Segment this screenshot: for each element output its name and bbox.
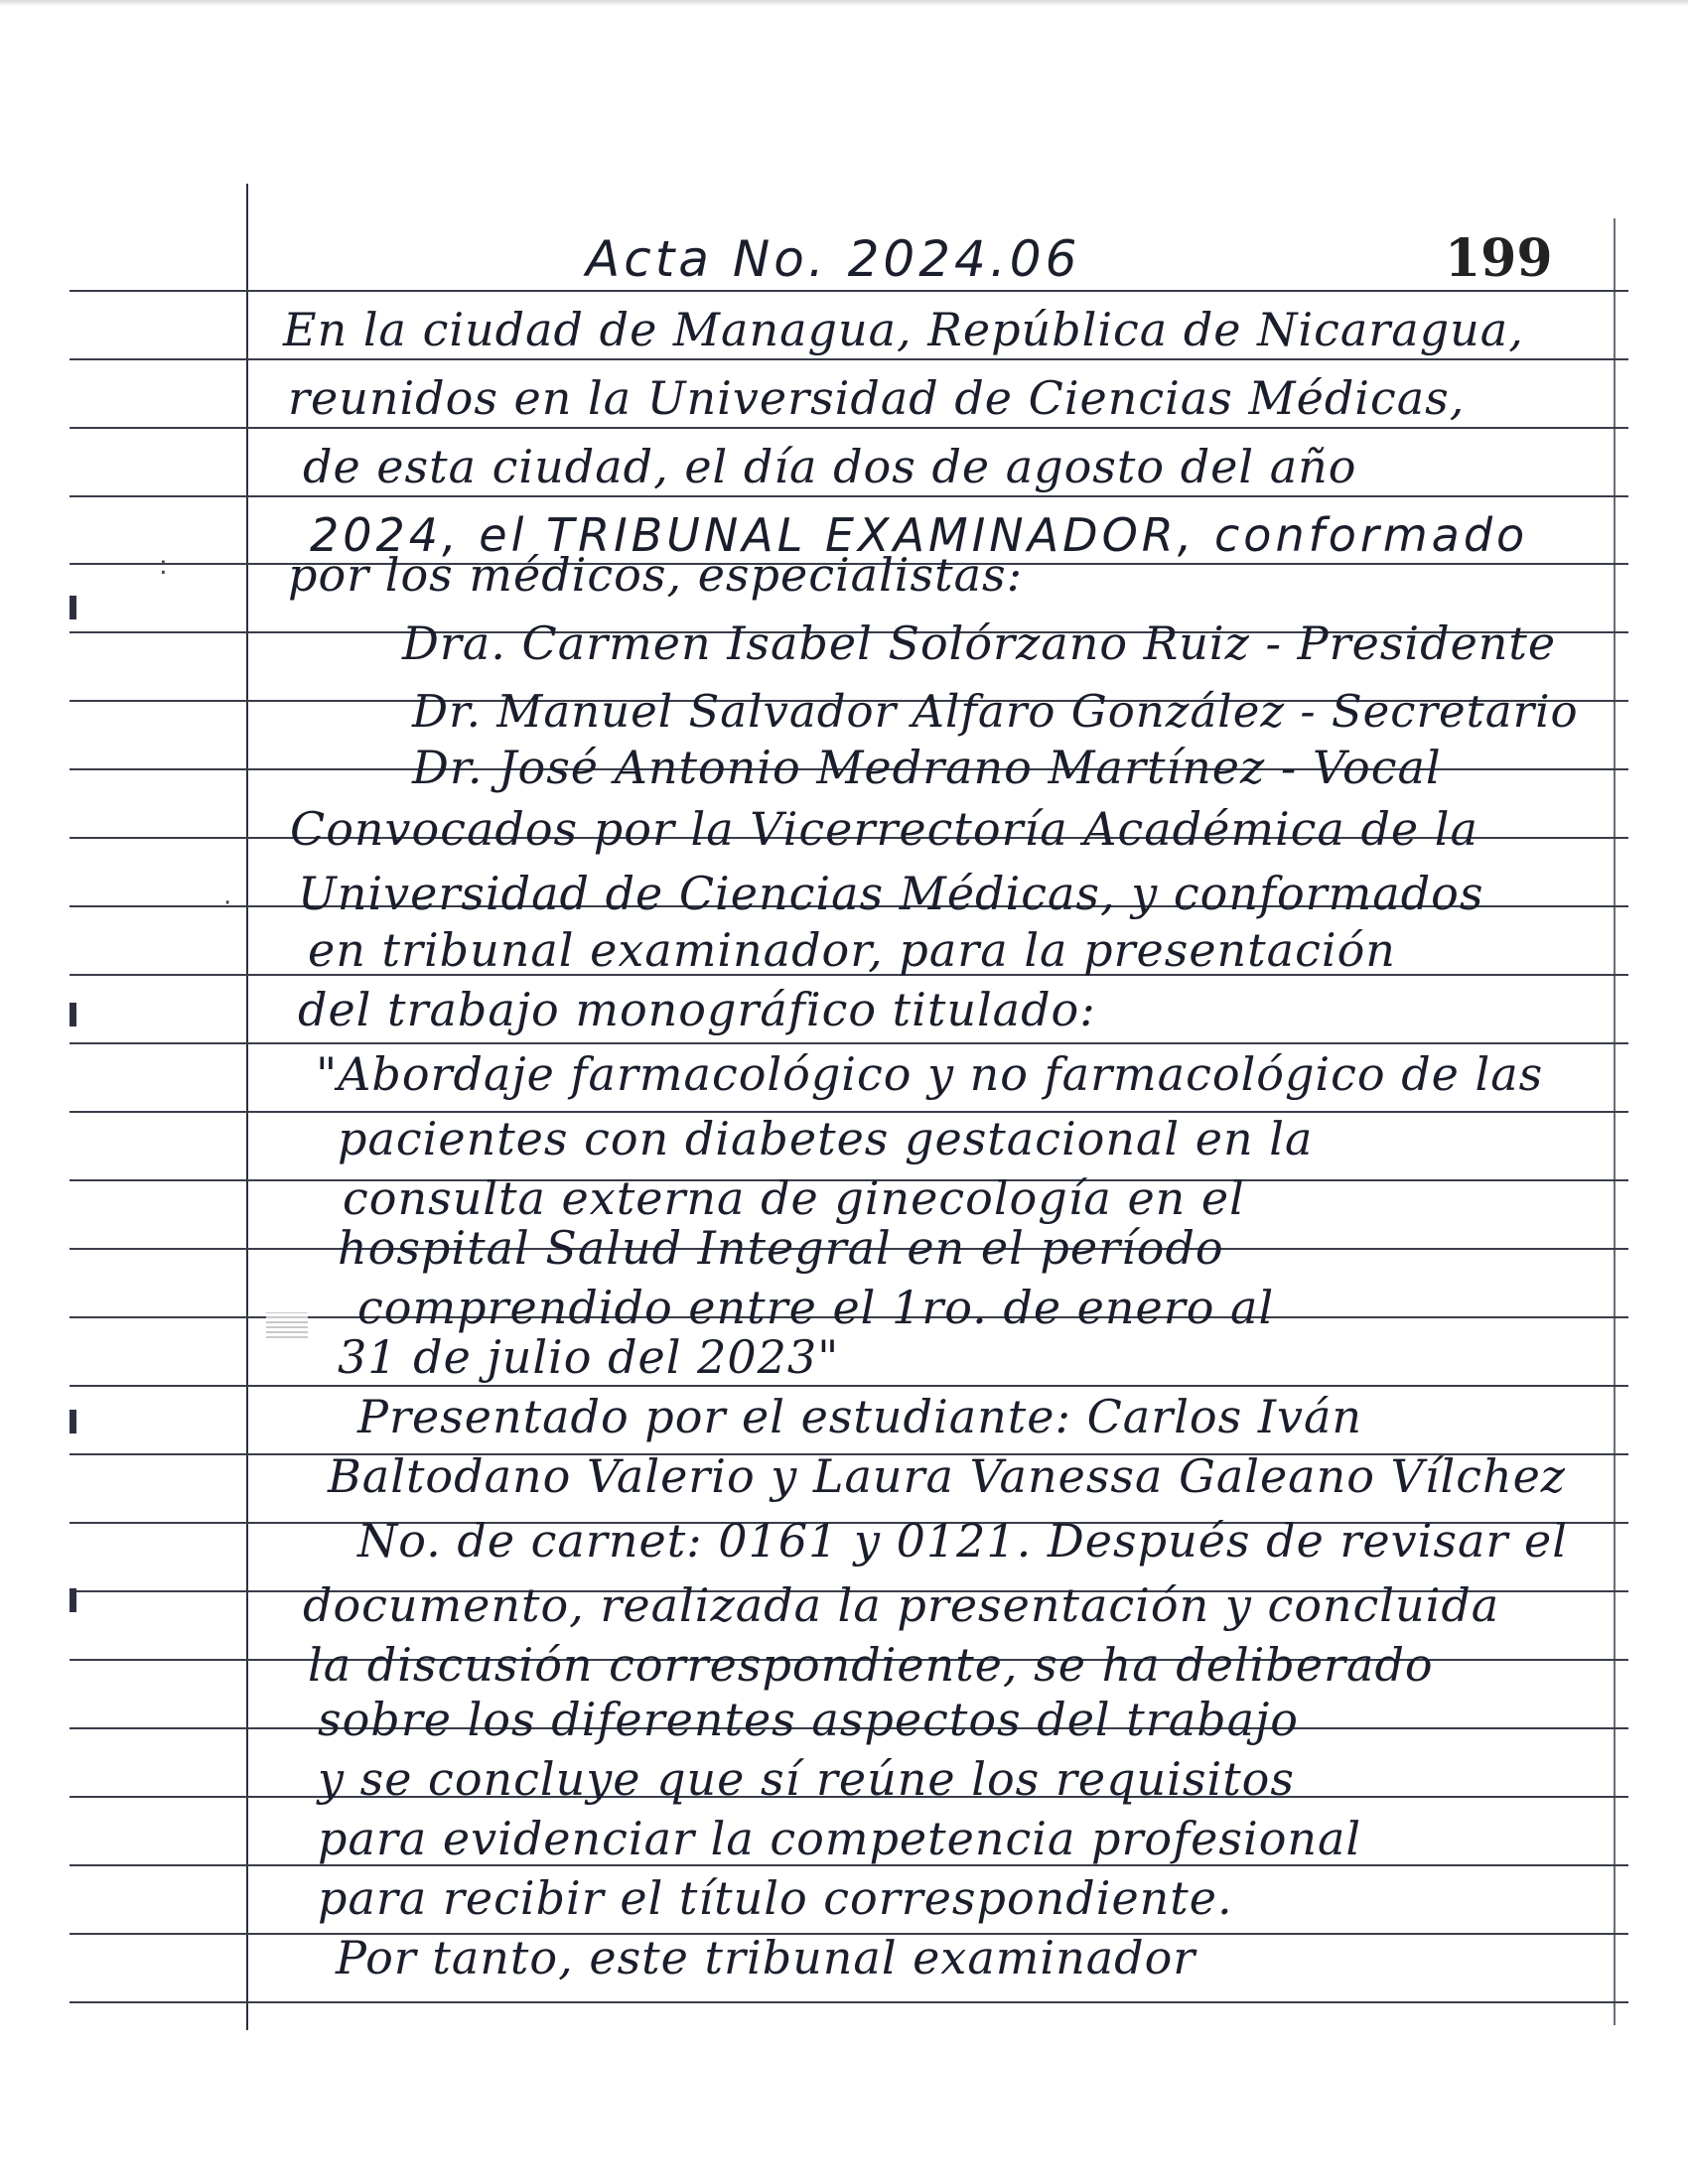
ruled-line <box>70 495 1628 497</box>
margin-mark: · <box>223 888 232 918</box>
handwritten-line: Convocados por la Vicerrectoría Académica de la <box>290 802 1478 856</box>
handwritten-line: "Abordaje farmacológico y no farmacológico de las <box>316 1047 1544 1101</box>
handwritten-line: Dra. Carmen Isabel Solórzano Ruiz - Presidente <box>402 616 1557 670</box>
handwritten-line: documento, realizada la presentación y concluida <box>303 1578 1500 1632</box>
ruled-line <box>70 1385 1628 1387</box>
handwritten-line: por los médicos, especialistas: <box>288 548 1024 602</box>
ruled-line <box>70 358 1628 360</box>
scan-smudge <box>266 1312 308 1338</box>
handwritten-line: de esta ciudad, el día dos de agosto del año <box>303 440 1357 493</box>
handwritten-line: Presentado por el estudiante: Carlos Iván <box>357 1390 1363 1443</box>
handwritten-line: del trabajo monográfico titulado: <box>298 983 1096 1036</box>
handwritten-line: Universidad de Ciencias Médicas, y conformados <box>298 867 1484 920</box>
handwritten-line: Baltodano Valerio y Laura Vanessa Galeano Vílchez <box>328 1449 1567 1503</box>
record-heading: Acta No. 2024.06 <box>586 230 1081 288</box>
binder-hole-mark <box>70 1588 76 1612</box>
ruled-line <box>70 2001 1628 2003</box>
binder-hole-mark <box>70 596 76 619</box>
handwritten-line: reunidos en la Universidad de Ciencias Médicas, <box>288 371 1466 425</box>
margin-mark: : <box>159 551 168 581</box>
handwritten-line: consulta externa de ginecología en el <box>343 1171 1245 1225</box>
ruled-line <box>70 427 1628 429</box>
handwritten-line: No. de carnet: 0161 y 0121. Después de revisar el <box>357 1514 1568 1568</box>
ruled-line <box>70 1042 1628 1044</box>
handwritten-line: comprendido entre el 1ro. de enero al <box>357 1281 1275 1334</box>
handwritten-line: En la ciudad de Managua, República de Nicaragua, <box>283 303 1524 356</box>
handwritten-line: 31 de julio del 2023" <box>338 1330 840 1384</box>
handwritten-line: hospital Salud Integral en el período <box>338 1221 1224 1275</box>
handwritten-line: en tribunal examinador, para la presentación <box>308 923 1396 977</box>
handwritten-line: Dr. José Antonio Medrano Martínez - Vocal <box>412 741 1442 794</box>
binder-hole-mark <box>70 1410 76 1433</box>
handwritten-line: y se concluye que sí reúne los requisitos <box>318 1752 1295 1806</box>
handwritten-line: sobre los diferentes aspectos del trabajo <box>318 1693 1299 1746</box>
handwritten-line: Dr. Manuel Salvador Alfaro González - Secretario <box>412 685 1579 738</box>
handwritten-line: 2024, el TRIBUNAL EXAMINADOR, conformado <box>310 508 1529 562</box>
handwritten-line: la discusión correspondiente, se ha deliberado <box>308 1638 1434 1692</box>
page-right-edge <box>1614 218 1616 2025</box>
handwritten-line: Por tanto, este tribunal examinador <box>336 1931 1196 1984</box>
handwritten-line: para evidenciar la competencia profesional <box>318 1812 1362 1865</box>
handwritten-line: para recibir el título correspondiente. <box>318 1871 1233 1925</box>
handwritten-line: pacientes con diabetes gestacional en la <box>338 1112 1314 1165</box>
margin-rule <box>246 184 248 2030</box>
ruled-line <box>70 290 1628 292</box>
page-number: 199 <box>1445 228 1553 289</box>
binder-hole-mark <box>70 1003 76 1026</box>
